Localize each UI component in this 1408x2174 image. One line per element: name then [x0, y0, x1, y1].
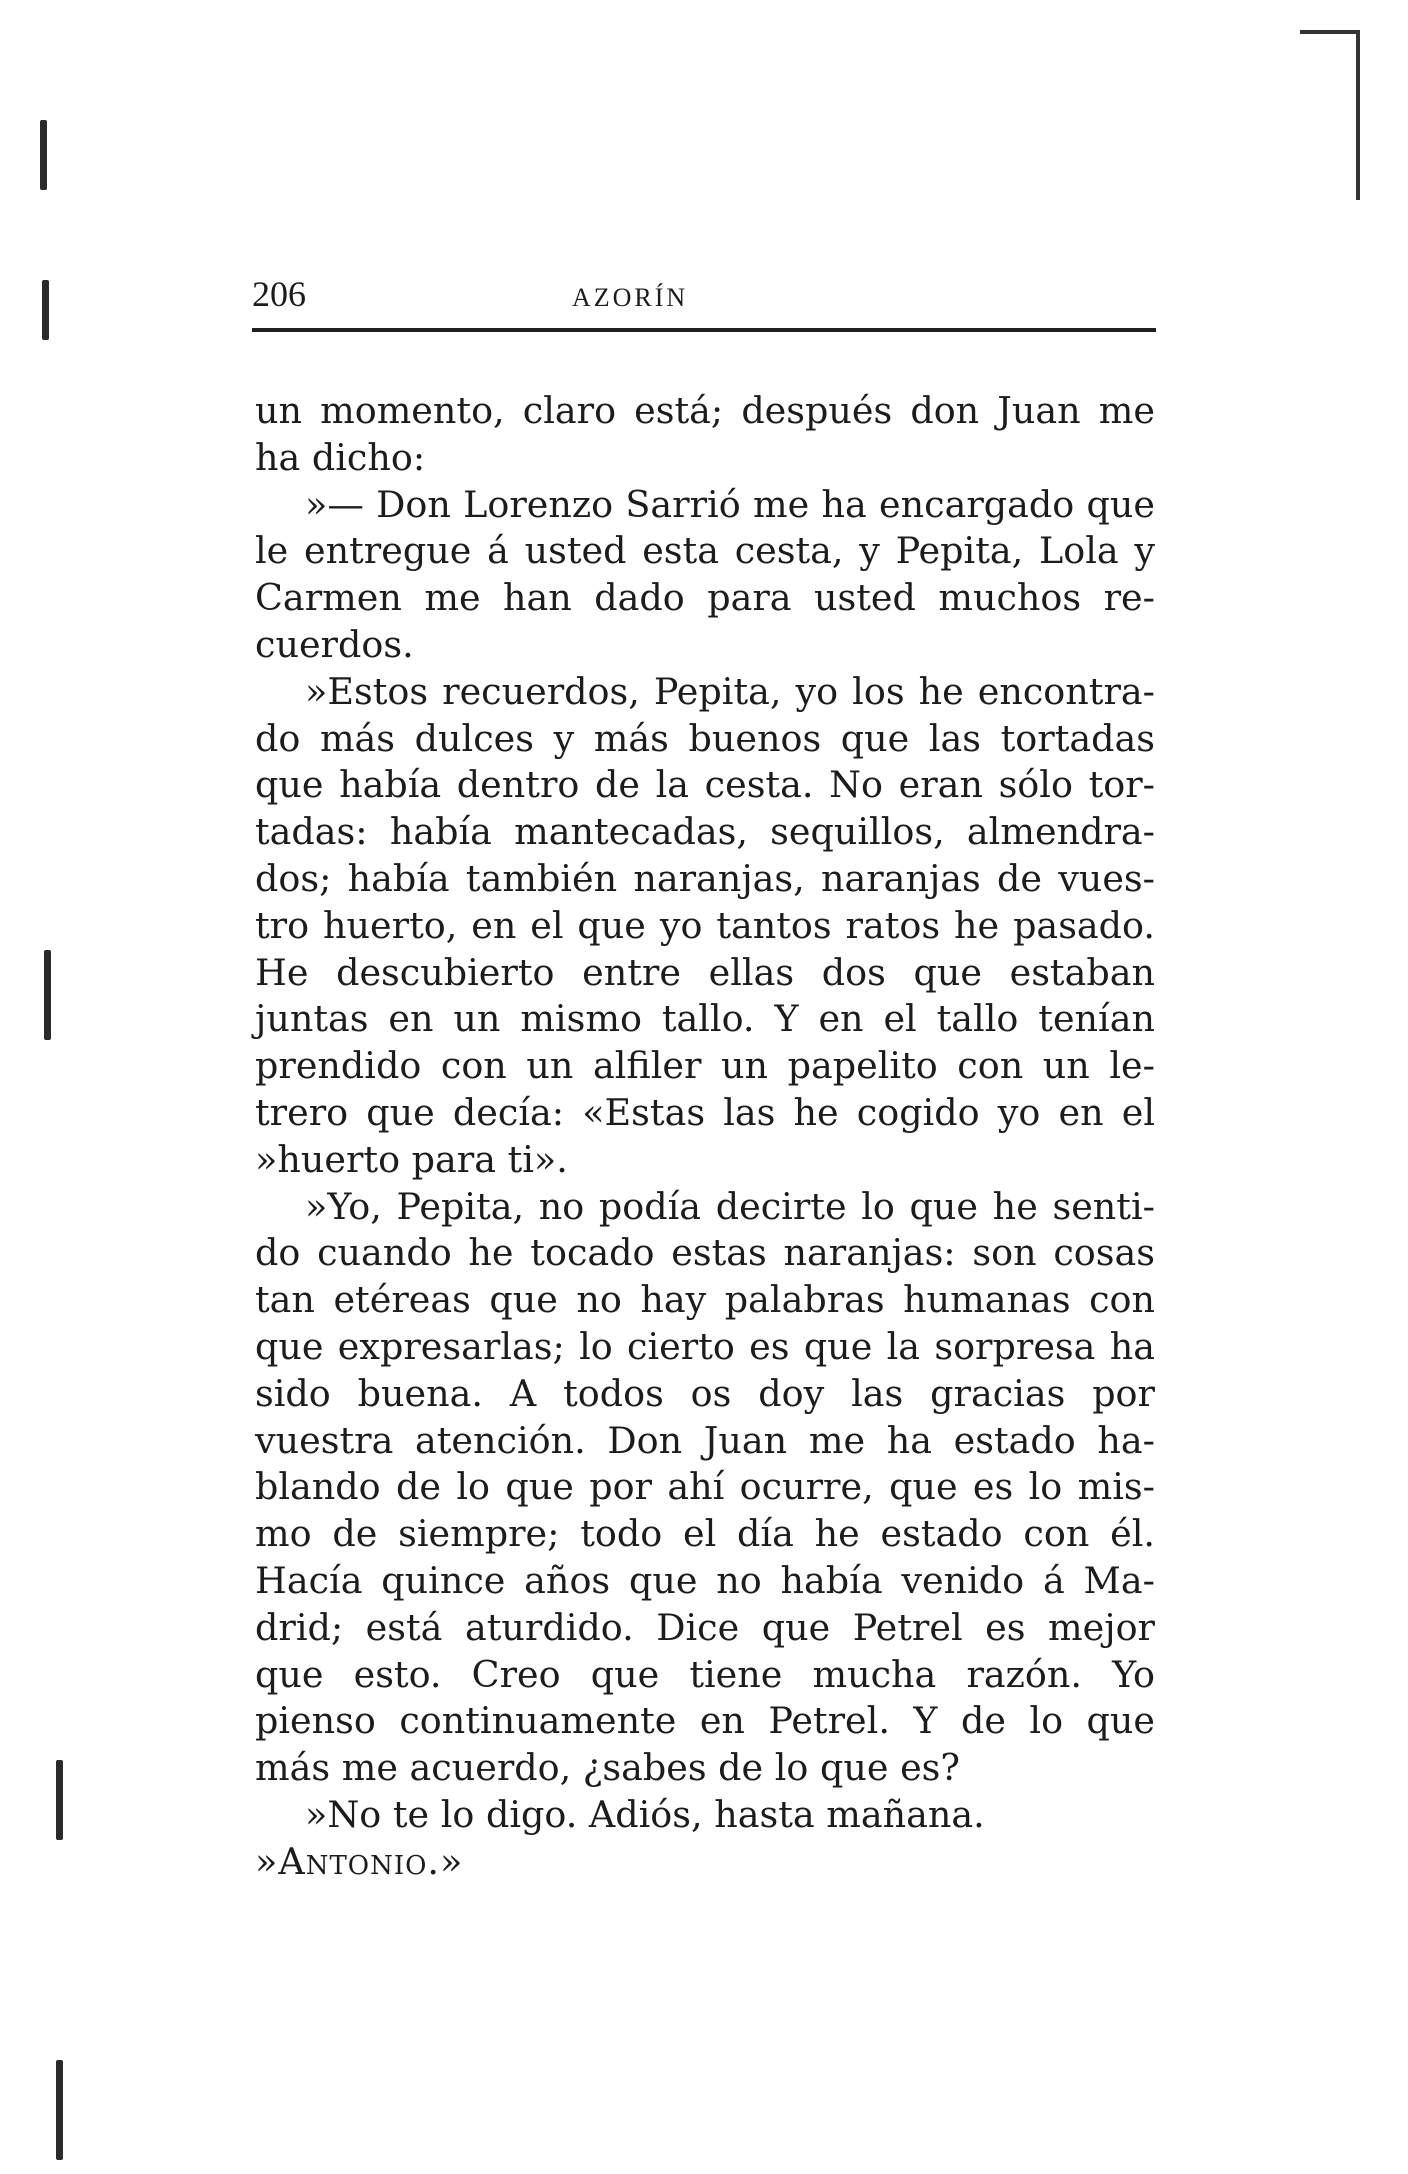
binding-mark [40, 120, 47, 190]
corner-mark-horizontal [1300, 30, 1360, 34]
binding-mark [56, 1760, 63, 1840]
binding-mark [42, 280, 49, 340]
paragraph: un momento, claro está; después don Juan me ha dicho: [255, 389, 1155, 479]
paragraph: »— Don Lorenzo Sarrió me ha encargado que le entregue á usted esta cesta, y Pepita, Lola y Carmen me han dado para usted muchos recuerdos. [255, 482, 1155, 666]
paragraph: »Estos recuerdos, Pepita, yo los he encontrado más dulces y más buenos que las tortadas que había dentro de la cesta. No eran sólo tortadas: había mantecadas, sequillos, almendrados; había también naranjas, naranjas de vuestro huerto, en el que yo tantos ratos he pasado. He descubierto entre ellas dos que estaban juntas en un mismo tallo. Y en el tallo tenían prendido con un alfiler un papelito con un letrero que decía: «Estas las he cogido yo en el »huerto para ti». [255, 669, 1155, 1181]
page-header [252, 270, 1156, 326]
signature: »Antonio.» [255, 1839, 464, 1883]
header-rule [252, 328, 1156, 332]
corner-mark-vertical [1356, 30, 1360, 200]
binding-mark [44, 950, 51, 1040]
running-head: AZORÍN [572, 283, 689, 312]
paragraph: »No te lo digo. Adiós, hasta mañana. [305, 1792, 985, 1836]
paragraph: »Yo, Pepita, no podía decirte lo que he sentido cuando he tocado estas naranjas: son cosas tan etéreas que no hay palabras humanas con que expresarlas; lo cierto es que la sorpresa ha sido buena. A todos os doy las gracias por vuestra atención. Don Juan me ha estado hablando de lo que por ahí ocurre, que es lo mismo de siempre; todo el día he estado con él. Hacía quince años que no había venido á Madrid; está aturdido. Dice que Petrel es mejor que esto. Creo que tiene mucha razón. Yo pienso continuamente en Petrel. Y de lo que más me acuerdo, ¿sabes de lo que es? [255, 1184, 1155, 1790]
binding-mark [56, 2060, 63, 2160]
page-number: 206 [252, 274, 306, 314]
body-text [255, 388, 1155, 1886]
